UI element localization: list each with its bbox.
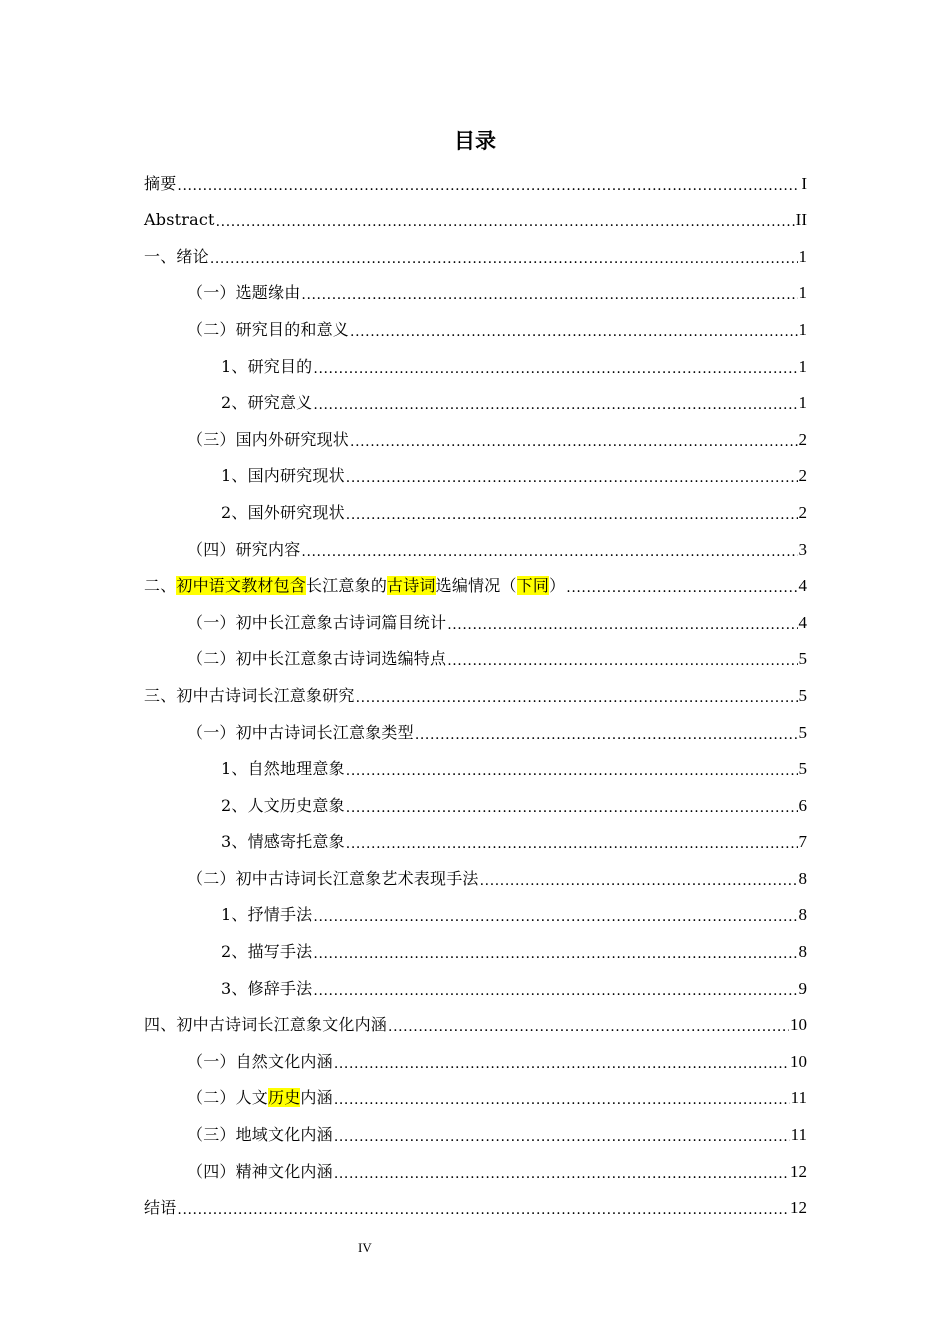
toc-text-segment: 3、修辞手法 — [221, 978, 313, 998]
toc-text-segment: （一）自然文化内涵 — [187, 1051, 333, 1071]
dot-leader — [313, 392, 797, 414]
dot-leader — [301, 539, 797, 561]
dot-leader — [334, 1124, 790, 1146]
toc-title: 目录 — [454, 129, 496, 153]
toc-text-segment: 结语 — [144, 1198, 177, 1218]
dot-leader — [216, 209, 795, 231]
toc-entry-title — [221, 392, 312, 414]
highlighted-text: 历史 — [268, 1088, 301, 1108]
toc-page-number: 4 — [798, 576, 807, 596]
toc-page-number: 8 — [798, 868, 807, 888]
toc-page-number: 1 — [798, 246, 807, 266]
toc-text-segment: 3、情感寄托意象 — [221, 832, 345, 852]
toc-entry-title — [187, 1124, 333, 1146]
dot-leader — [301, 282, 797, 304]
toc-text-segment: （二）初中长江意象古诗词选编特点 — [187, 649, 447, 669]
dot-leader — [350, 429, 797, 451]
toc-page-number: 10 — [790, 1051, 807, 1071]
dot-leader — [334, 1051, 789, 1073]
toc-entry-title — [221, 758, 345, 780]
dot-leader — [313, 904, 797, 926]
toc-entry-title — [187, 722, 414, 744]
toc-entry-title — [144, 209, 215, 231]
toc-page-number: 8 — [798, 905, 807, 925]
toc-entry[interactable] — [144, 711, 807, 748]
highlighted-text: 初中语文教材包含 — [176, 576, 307, 596]
toc-text-segment: 1、国内研究现状 — [221, 466, 345, 486]
dot-leader — [415, 722, 798, 744]
dot-leader — [346, 758, 798, 780]
dot-leader — [346, 795, 798, 817]
toc-text-segment: 四、初中古诗词长江意象文化内涵 — [144, 1015, 388, 1035]
toc-entry-title — [187, 282, 300, 304]
toc-text-segment: 内涵 — [300, 1088, 333, 1108]
toc-entry[interactable] — [144, 1150, 807, 1187]
toc-entry[interactable] — [144, 1113, 807, 1150]
toc-entry-title — [144, 575, 565, 597]
toc-entry-title — [221, 904, 312, 926]
toc-entry-title — [221, 356, 312, 378]
toc-text-segment: 1、自然地理意象 — [221, 759, 345, 779]
toc-entry-title — [221, 941, 312, 963]
dot-leader — [334, 1161, 789, 1183]
toc-text-segment: 一、绪论 — [144, 246, 209, 266]
toc-entry[interactable] — [144, 930, 807, 967]
toc-entry-title — [221, 831, 345, 853]
toc-entry-title — [187, 429, 349, 451]
toc-entry[interactable] — [144, 1187, 807, 1224]
dot-leader — [447, 648, 797, 670]
toc-text-segment: 二、 — [144, 576, 177, 596]
toc-entry-title — [221, 978, 312, 1000]
toc-entry-title — [187, 539, 300, 561]
dot-leader — [313, 978, 797, 1000]
toc-entry[interactable] — [144, 528, 807, 565]
toc-page-number: 6 — [798, 795, 807, 815]
toc-page-number: 2 — [798, 466, 807, 486]
toc-page-number: 5 — [798, 685, 807, 705]
toc-text-segment: （四）研究内容 — [187, 539, 301, 559]
toc-page-number: 1 — [798, 319, 807, 339]
toc-page-number: 10 — [790, 1015, 807, 1035]
toc-page-number: 3 — [798, 539, 807, 559]
highlighted-text: 古诗词 — [387, 576, 436, 596]
toc-entry[interactable] — [144, 638, 807, 675]
toc-entry[interactable] — [144, 382, 807, 419]
footer-page-number: IV — [358, 1240, 372, 1255]
dot-leader — [447, 612, 797, 634]
toc-entry-title — [187, 612, 446, 634]
toc-entry-title — [187, 868, 479, 890]
toc-page-number: 4 — [798, 612, 807, 632]
toc-text-segment: 三、初中古诗词长江意象研究 — [144, 685, 355, 705]
toc-text-segment: （四）精神文化内涵 — [187, 1161, 333, 1181]
toc-text-segment: 1、抒情手法 — [221, 905, 313, 925]
toc-page-number: 11 — [790, 1125, 807, 1145]
toc-entry[interactable] — [144, 345, 807, 382]
toc-text-segment: 2、研究意义 — [221, 393, 313, 413]
dot-leader — [210, 246, 798, 268]
toc-text-segment: （三）国内外研究现状 — [187, 429, 350, 449]
toc-entry[interactable] — [144, 674, 807, 711]
toc-entry[interactable] — [144, 1040, 807, 1077]
toc-entry[interactable] — [144, 967, 807, 1004]
toc-entry-title — [187, 1087, 333, 1109]
dot-leader — [346, 465, 798, 487]
toc-entry[interactable] — [144, 455, 807, 492]
toc-page-number: 12 — [790, 1198, 807, 1218]
toc-entry[interactable] — [144, 1077, 807, 1114]
toc-page-number: 1 — [798, 393, 807, 413]
toc-text-segment: 2、人文历史意象 — [221, 795, 345, 815]
dot-leader — [313, 356, 797, 378]
toc-entry-title — [144, 246, 209, 268]
toc-page-number: 5 — [798, 722, 807, 742]
dot-leader — [346, 831, 798, 853]
toc-entry-title — [221, 502, 345, 524]
toc-entry[interactable] — [144, 601, 807, 638]
toc-entry-title — [144, 685, 355, 707]
toc-text-segment: 1、研究目的 — [221, 356, 313, 376]
toc-page-number: 9 — [798, 978, 807, 998]
toc-entry[interactable] — [144, 272, 807, 309]
toc-entry[interactable] — [144, 162, 807, 199]
toc-text-segment: Abstract — [144, 210, 215, 230]
toc-page-number: II — [795, 210, 807, 230]
toc-text-segment: （二）初中古诗词长江意象艺术表现手法 — [187, 868, 479, 888]
toc-text-segment: （一）初中古诗词长江意象类型 — [187, 722, 414, 742]
toc-page-number: 5 — [798, 649, 807, 669]
dot-leader — [480, 868, 798, 890]
dot-leader — [356, 685, 798, 707]
toc-page-number: 1 — [798, 356, 807, 376]
toc-page-number: 7 — [798, 832, 807, 852]
toc-entry-title — [187, 1051, 333, 1073]
toc-entry-title — [144, 1197, 176, 1219]
highlighted-text: 下同 — [516, 576, 550, 596]
dot-leader — [313, 941, 797, 963]
toc-page-number: I — [801, 173, 807, 193]
toc-entry-title — [221, 465, 345, 487]
dot-leader — [388, 1014, 789, 1036]
toc-text-segment: 摘要 — [144, 173, 177, 193]
dot-leader — [346, 502, 798, 524]
toc-text-segment: （二）研究目的和意义 — [187, 319, 350, 339]
dot-leader — [566, 575, 797, 597]
dot-leader — [177, 173, 800, 195]
toc-text-segment: （二）人文 — [187, 1088, 269, 1108]
toc-entry[interactable] — [144, 894, 807, 931]
toc-page-number: 11 — [790, 1088, 807, 1108]
toc-text-segment: （一）选题缘由 — [187, 283, 301, 303]
toc-page-number: 1 — [798, 283, 807, 303]
toc-entry[interactable] — [144, 565, 807, 602]
toc-entry-title — [221, 795, 345, 817]
toc-entry[interactable] — [144, 1004, 807, 1041]
toc-entry[interactable] — [144, 418, 807, 455]
toc-text-segment: 长江意象的 — [306, 576, 388, 596]
toc-entry[interactable] — [144, 308, 807, 345]
toc-entry[interactable] — [144, 821, 807, 858]
toc-entry-title — [144, 1014, 387, 1036]
toc-entry[interactable] — [144, 235, 807, 272]
toc-list — [144, 162, 807, 1223]
toc-entry-title — [187, 648, 446, 670]
toc-text-segment: 2、国外研究现状 — [221, 502, 345, 522]
toc-entry-title — [144, 173, 176, 195]
toc-entry[interactable] — [144, 491, 807, 528]
toc-page-number: 5 — [798, 759, 807, 779]
dot-leader — [350, 319, 797, 341]
toc-page-number: 8 — [798, 942, 807, 962]
toc-entry[interactable] — [144, 857, 807, 894]
toc-entry-title — [187, 1161, 333, 1183]
toc-entry[interactable] — [144, 199, 807, 236]
dot-leader — [177, 1197, 789, 1219]
toc-entry[interactable] — [144, 784, 807, 821]
toc-entry[interactable] — [144, 748, 807, 785]
toc-text-segment: ） — [549, 576, 566, 596]
dot-leader — [334, 1087, 790, 1109]
toc-entry-title — [187, 319, 349, 341]
toc-text-segment: （三）地域文化内涵 — [187, 1125, 333, 1145]
toc-page-number: 12 — [790, 1161, 807, 1181]
toc-page-number: 2 — [798, 429, 807, 449]
toc-text-segment: （一）初中长江意象古诗词篇目统计 — [187, 612, 447, 632]
toc-page-number: 2 — [798, 502, 807, 522]
toc-text-segment: 选编情况（ — [435, 576, 517, 596]
toc-text-segment: 2、描写手法 — [221, 942, 313, 962]
